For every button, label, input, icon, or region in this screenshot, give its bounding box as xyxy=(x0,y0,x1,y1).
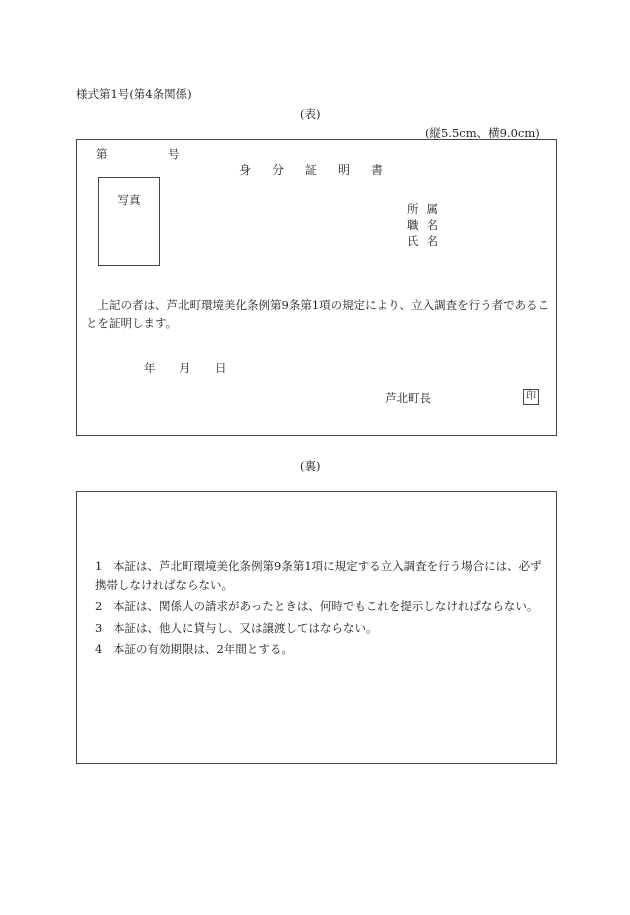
name-label: 氏名 xyxy=(407,234,446,248)
photo-label: 写真 xyxy=(117,193,141,207)
note-item: 1 本証は、芦北町環境美化条例第9条第1項に規定する立入調査を行う場合には、必ず携帯しなければならない。 xyxy=(95,559,542,592)
date-day: 日 xyxy=(215,361,227,375)
certification-text: 上記の者は、芦北町環境美化条例第9条第1項の規定により、立入調査を行う者であることを証明します。 xyxy=(86,298,550,330)
card-title: 身分証明書 xyxy=(239,163,405,177)
card-number-prefix: 第 xyxy=(96,147,108,161)
issuer-name: 芦北町長 xyxy=(385,391,431,405)
id-card-back xyxy=(76,491,557,764)
note-item: 3 本証は、他人に貸与し、又は譲渡してはならない。 xyxy=(95,621,378,635)
form-header: 様式第1号(第4条関係) xyxy=(76,87,192,101)
front-side-label: (表) xyxy=(300,107,321,121)
date-year: 年 xyxy=(144,361,156,375)
card-number-suffix: 号 xyxy=(168,147,180,161)
position-label: 職名 xyxy=(407,218,446,232)
date-month: 月 xyxy=(179,361,191,375)
id-card-front xyxy=(76,139,557,436)
seal-stamp: 印 xyxy=(523,389,539,405)
photo-placeholder xyxy=(98,177,160,266)
card-size-note: (縦5.5cm、横9.0cm) xyxy=(425,126,540,140)
note-item: 4 本証の有効期限は、2年間とする。 xyxy=(95,642,293,656)
back-side-label: (裏) xyxy=(300,459,321,473)
affiliation-label: 所属 xyxy=(407,202,446,216)
note-item: 2 本証は、関係人の請求があったときは、何時でもこれを提示しなければならない。 xyxy=(95,599,539,613)
